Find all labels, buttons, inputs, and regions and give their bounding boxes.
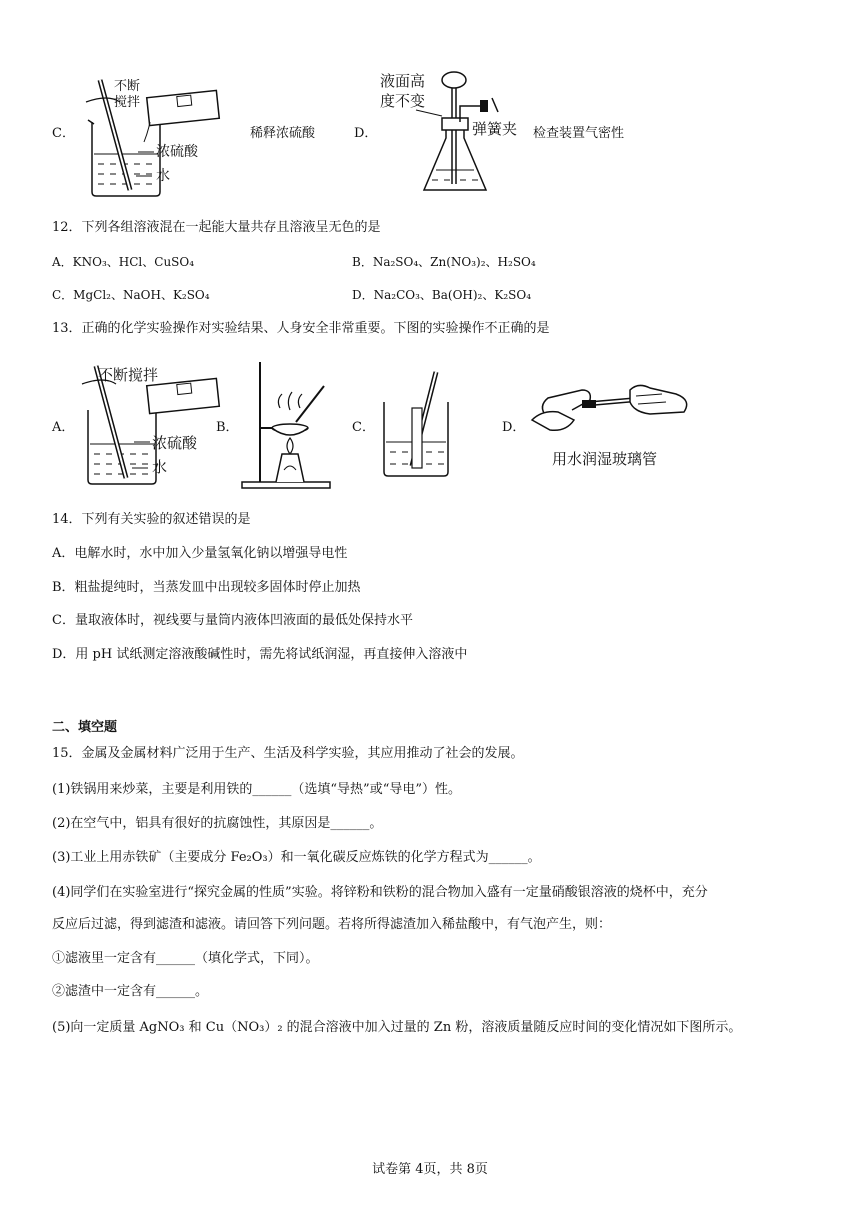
q11-c-stir-label: 不断	[114, 79, 141, 94]
q13-d-letter: D．	[502, 420, 526, 435]
q13-a-stir-label: 不断搅拌	[98, 366, 159, 384]
q15-part-4-sub-2: ②滤渣中一定含有______。	[52, 984, 209, 999]
q11-d-letter: D．	[354, 126, 378, 141]
q14-stem: 14．下列有关实验的叙述错误的是	[52, 512, 251, 527]
page-footer: 试卷第 4页，共 8页	[372, 1162, 488, 1177]
section-title-fill-in: 二、填空题	[52, 720, 118, 735]
q12-option-b: B．Na₂SO₄、Zn(NO₃)₂、H₂SO₄	[352, 255, 536, 269]
q13-d-diagram	[526, 380, 696, 470]
q12-option-c: C．MgCl₂、NaOH、K₂SO₄	[52, 288, 210, 302]
q11-c-water-label: 水	[156, 168, 170, 184]
q14-option-d: D．用 pH 试纸测定溶液酸碱性时，需先将试纸润湿，再直接伸入溶液中	[52, 647, 468, 662]
q11-c-stir-label-2: 搅拌	[114, 95, 141, 110]
q11-d-diagram	[376, 66, 536, 200]
q14-option-a: A．电解水时，水中加入少量氢氧化钠以增强导电性	[52, 546, 348, 561]
q12-option-a: A．KNO₃、HCl、CuSO₄	[52, 255, 195, 269]
q13-b-letter: B．	[216, 420, 239, 435]
q12-stem: 12．下列各组溶液混在一起能大量共存且溶液呈无色的是	[52, 220, 381, 235]
q11-c-acid-label: 浓硫酸	[156, 144, 198, 160]
q11-c-letter: C．	[52, 126, 75, 141]
q11-c-caption: 稀释浓硫酸	[250, 126, 316, 141]
q11-d-caption: 检查装置气密性	[533, 126, 625, 141]
q13-c-diagram	[378, 368, 458, 480]
q11-d-level-label-2: 度不变	[380, 92, 426, 110]
q15-part-5: (5)向一定质量 AgNO₃ 和 Cu（NO₃）₂ 的混合溶液中加入过量的 Zn 粉，溶液质量随反应时间的变化情况如下图所示。	[52, 1020, 742, 1035]
q13-a-acid-label: 浓硫酸	[152, 434, 198, 452]
q13-b-diagram	[236, 358, 336, 490]
q15-part-4-line-2: 反应后过滤，得到滤渣和滤液。请回答下列问题。若将所得滤渣加入稀盐酸中，有气泡产生，则：	[52, 917, 612, 932]
q13-d-caption: 用水润湿玻璃管	[552, 450, 658, 468]
q15-part-4-sub-1: ①滤液里一定含有______（填化学式，下同）。	[52, 951, 319, 966]
q12-option-d: D．Na₂CO₃、Ba(OH)₂、K₂SO₄	[352, 288, 532, 302]
q13-a-letter: A．	[52, 420, 75, 435]
q11-d-level-label: 液面高	[380, 72, 426, 90]
q13-stem: 13．正确的化学实验操作对实验结果、人身安全非常重要。下图的实验操作不正确的是	[52, 321, 550, 336]
q14-option-b: B．粗盐提纯时，当蒸发皿中出现较多固体时停止加热	[52, 580, 361, 595]
q15-part-4-line-1: (4)同学们在实验室进行“探究金属的性质”实验。将锌粉和铁粉的混合物加入盛有一定量硝酸银溶液的烧杯中，充分	[52, 885, 708, 900]
q15-part-2: (2)在空气中，铝具有很好的抗腐蚀性，其原因是______。	[52, 816, 383, 831]
q14-option-c: C．量取液体时，视线要与量筒内液体凹液面的最低处保持水平	[52, 613, 413, 628]
q13-a-diagram	[78, 360, 228, 490]
q15-part-3: (3)工业上用赤铁矿（主要成分 Fe₂O₃）和一氧化碳反应炼铁的化学方程式为______。	[52, 850, 541, 865]
q15-part-1: (1)铁锅用来炒菜，主要是利用铁的______（选填“导热”或“导电”）性。	[52, 782, 461, 797]
q13-c-letter: C．	[352, 420, 375, 435]
q11-d-clamp-label: 弹簧夹	[472, 120, 518, 138]
q15-stem: 15．金属及金属材料广泛用于生产、生活及科学实验，其应用推动了社会的发展。	[52, 746, 524, 761]
q13-a-water-label: 水	[152, 458, 168, 476]
